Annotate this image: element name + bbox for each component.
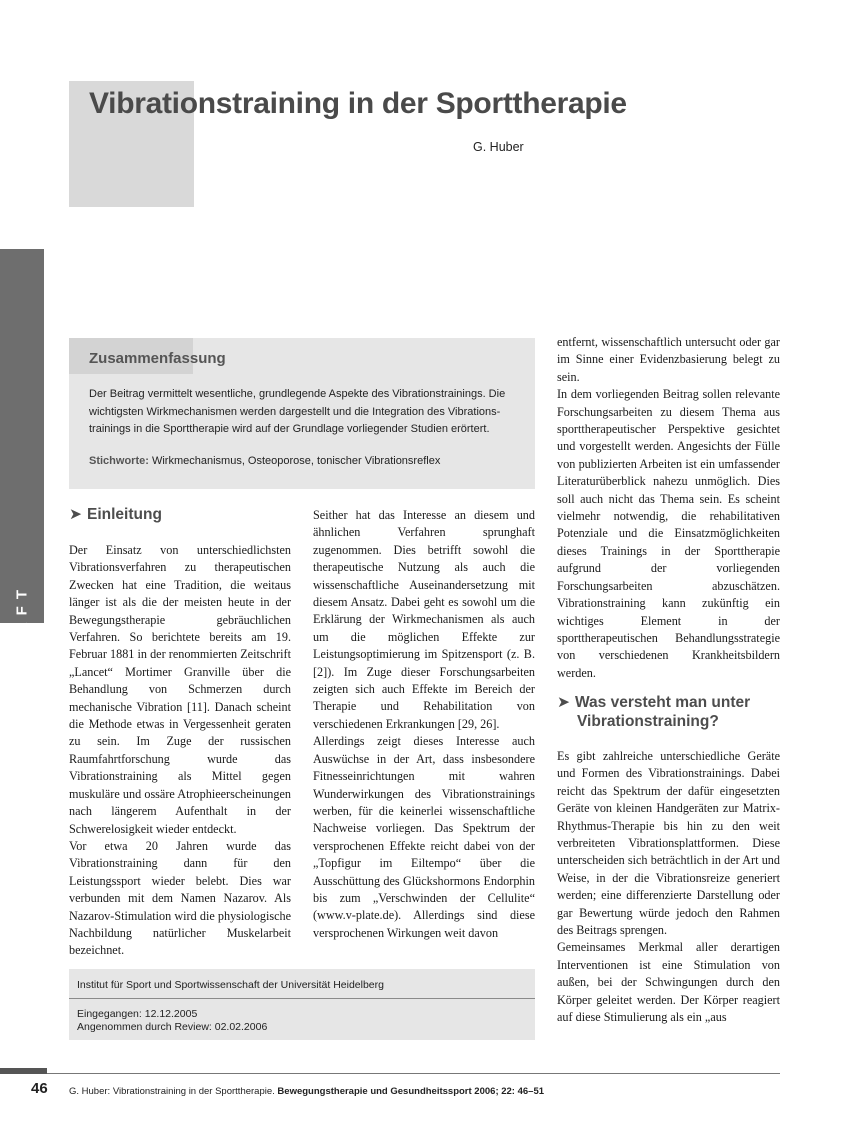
footer-citation bbox=[69, 1086, 544, 1097]
abstract-box bbox=[69, 338, 535, 489]
paragraph: Seither hat das Interesse an diesem und ähnlichen Verfahren sprunghaft zugenommen. Dies betrifft sowohl die therapeutische Nutzung als auch die wissenschaftliche Auseinandersetzung mit diesem Ansatz. Dabei geht es sowohl um die Erklärung der Wirkmechanismen als auch um die möglichen Effekte zur Leistungsoptimierung im Spitzensport (z. B. [2]). Im Zuge dieser Forschungsarbeiten zeigten sich auch Effekte im Bereich der Therapie und Rehabilitation von verschiedenen Erkrankungen [29, 26]. bbox=[313, 508, 535, 731]
affiliation-dates bbox=[77, 1008, 267, 1034]
intro-heading bbox=[69, 505, 162, 524]
affiliation-institute: Institut für Sport und Sportwissenschaft der Universität Heidelberg bbox=[77, 979, 384, 991]
received-date: Eingegangen: 12.12.2005 bbox=[77, 1008, 198, 1020]
article-title: Vibrationstraining in der Sporttherapie bbox=[89, 87, 627, 120]
body-column-2 bbox=[313, 507, 535, 942]
body-column-3-top bbox=[557, 334, 780, 682]
arrow-icon: ➤ bbox=[69, 506, 82, 523]
affiliation-box bbox=[69, 969, 535, 1040]
accepted-date: Angenommen durch Review: 02.02.2006 bbox=[77, 1021, 268, 1033]
vibration-heading bbox=[557, 693, 780, 731]
body-column-1 bbox=[69, 542, 291, 960]
paragraph: entfernt, wissenschaftlich untersucht oder gar im Sinne einer Evidenzbasierung belegt zu sein. bbox=[557, 335, 780, 384]
affiliation-divider bbox=[69, 998, 535, 999]
page-number: 46 bbox=[31, 1080, 48, 1097]
article-author: G. Huber bbox=[473, 140, 524, 154]
paragraph: Gemeinsames Merkmal aller derartigen Interventionen ist eine Stimulation von außen, bei der Schwingungen durch den Körper geleitet werden. Der Körper reagiert auf diese Stimulierung als ein „aus bbox=[557, 940, 780, 1025]
paragraph: Es gibt zahlreiche unterschiedliche Geräte und Formen des Vibrationstrainings. Dabei reicht das Spektrum der dafür eingesetzten Geräte von kleinen Handgeräten zur Matrix-Rhythmus-Therapie bis hin zu den weit verbreiteten Vibrationsplattformen. Diese unterscheiden sich beträchtlich in der Art und Weise, in der die Vibrationsreize generiert werden; eine differenzierte Darstellung oder gar Bewertung würde jedoch den Rahmen des Beitrags sprengen. bbox=[557, 749, 780, 938]
body-column-3-bottom bbox=[557, 748, 780, 1027]
vibration-heading-line2: Vibrationstraining? bbox=[577, 713, 719, 730]
section-label: WISSENSCHAFT bbox=[13, 583, 31, 787]
paragraph: Vor etwa 20 Jahren wurde das Vibrationstraining dann für den Leistungssport wieder belebt. Dies war verbunden mit dem Namen Nazarov. Als Nazarov-Stimulation wird die physiologische Nachbildung natürlicher Muskelarbeit bezeichnet. bbox=[69, 838, 291, 958]
paragraph: Allerdings zeigt dieses Interesse auch Auswüchse in der Art, dass insbesondere Fitnesseinrichtungen mit wahren Wunderwirkungen des Vibrationstrainings werben, für die keinerlei wissenschaftliche Nachweise vorliegen. Das Spektrum der versprochenen Effekte reicht dabei von der „Topfigur im Eiltempo“ über die Ausschüttung des Glückshormons Endorphin bis zum „Verschwinden der Cellulite“ (www.v-plate.de). Allerdings sind diese versprochenen Wirkungen weit davon bbox=[313, 734, 535, 940]
vibration-heading-line1: Was versteht man unter bbox=[575, 694, 751, 711]
citation-text: G. Huber: Vibrationstraining in der Sporttherapie. bbox=[69, 1086, 275, 1097]
keywords-value: Wirkmechanismus, Osteoporose, tonischer Vibrationsreflex bbox=[151, 455, 441, 467]
paragraph: Der Einsatz von unterschiedlichsten Vibrationsverfahren zu therapeutischen Zwecken hat eine Tradition, die weitaus länger ist als die der meisten heute in der Bewegungstherapie gebräuchlichen Verfahren. So berichtete bereits am 19. Februar 1881 in der renommierten Zeitschrift „Lancet“ Mortimer Granville über die Behandlung von Schmerzen durch mechanische Vibration [11]. Danach scheint die Methode etwas in Vergessenheit geraten zu sein. Im Zuge der russischen Raumfahrtforschung wurde das Vibrationstraining als Mittel gegen muskuläre und ossäre Atrophieerscheinungen nach längerem Aufenthalt in der Schwerelosigkeit wieder entdeckt. bbox=[69, 543, 291, 836]
paragraph: In dem vorliegenden Beitrag sollen relevante Forschungsarbeiten zu diesem Thema aus sporttherapeutischer Perspektive gesichtet und vorgestellt werden. Angesichts der Fülle von publizierten Arbeiten ist ein umfassender Literaturüberblick nahezu unmöglich. Dies soll auch nicht das Thema sein. Es scheint vielmehr notwendig, die rehabilitativen Potenziale und die Einsatzmöglichkeiten dieses Trainings in der Sporttherapie aufgrund der vorliegenden Forschungsarbeiten abzuschätzen. Vibrationstraining kann zukünftig ein wichtiges Element in der sporttherapeutischen Behandlungsstrategie von verschiedenen Krankheitsbildern werden. bbox=[557, 387, 780, 680]
footer-accent-mark bbox=[0, 1068, 47, 1074]
section-side-tab bbox=[0, 249, 44, 787]
keywords-line bbox=[89, 455, 440, 467]
keywords-label: Stichworte: bbox=[89, 455, 149, 467]
arrow-icon: ➤ bbox=[557, 694, 570, 711]
abstract-heading: Zusammenfassung bbox=[89, 350, 226, 367]
citation-journal: Bewegungstherapie und Gesundheitssport 2006; 22: 46–51 bbox=[277, 1086, 545, 1097]
intro-heading-text: Einleitung bbox=[87, 506, 162, 523]
abstract-text: Der Beitrag vermittelt wesentliche, grundlegende Aspekte des Vibrationstrainings. Die wichtigsten Wirkmechanismen werden dargestellt und die Integration des Vibrationstrainings in die Sporttherapie wird auf der Grundlage vorliegender Studien erörtert. bbox=[89, 388, 506, 435]
footer-rule bbox=[47, 1073, 780, 1074]
